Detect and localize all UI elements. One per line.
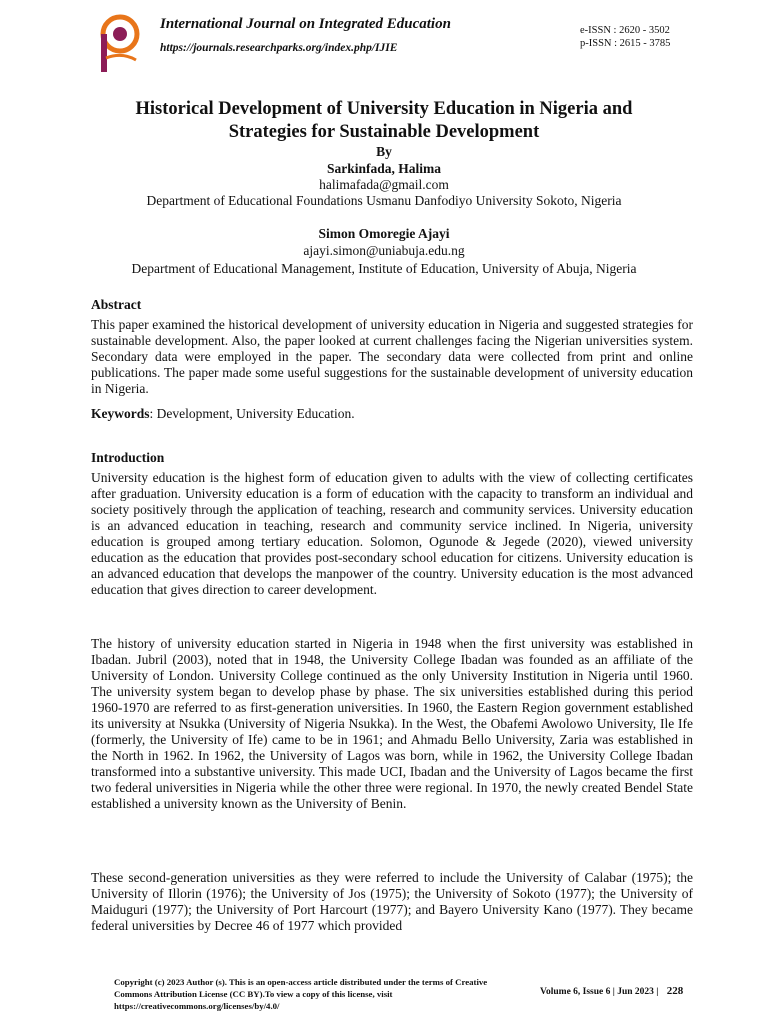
author-2-affiliation: Department of Educational Management, Institute of Education, University of Abuja, Nigeria xyxy=(131,261,637,276)
paragraph-1: University education is the highest form of education given to adults with the view of collecting certificates after graduation. University education is a form of education with the capacity to transform an individual and society positively through the application of teaching, research and community services. University education is an advanced education in teaching, research and community service inclined. In Nigeria, university education is grouped among tertiary education. Solomon, Ogunode & Jegede (2020), viewed university education as the education that provides post-secondary school education for citizens. University education is an advanced education that develops the manpower of the country. University education is the most advanced education that gives direction to career development. xyxy=(91,470,693,597)
journal-title: International Journal on Integrated Education xyxy=(160,16,451,32)
by-label: By xyxy=(376,144,392,159)
journal-logo xyxy=(96,14,140,74)
paragraph-3: These second-generation universities as they were referred to include the University of Calabar (1975); the University of Illorin (1976); the University of Jos (1975); the University of Sokoto (1977); the University of Maiduguri (1977); the University of Port Harcourt (1977); and Bayero University Kano (1977). They became federal universities by Decree 46 of 1977 which provided xyxy=(91,870,693,933)
logo-swoosh xyxy=(106,55,136,60)
footer-separator: | xyxy=(656,987,659,997)
abstract-text: This paper examined the historical development of university education in Nigeria and suggested strategies for sustainable development. Also, the paper looked at current challenges facing the Nigerian universities system. Secondary data were employed in the paper. The secondary data were collected from print and online publications. The paper made some useful suggestions for the sustainable development of university education in Nigeria. xyxy=(91,317,693,396)
pissn: p-ISSN : 2615 - 3785 xyxy=(580,38,671,49)
author-1-affiliation: Department of Educational Foundations Usmanu Danfodiyo University Sokoto, Nigeria xyxy=(146,193,622,208)
keywords-label: Keywords xyxy=(91,406,150,421)
author-1-email[interactable]: halimafada@gmail.com xyxy=(319,177,449,192)
author-2-name: Simon Omoregie Ajayi xyxy=(318,226,450,241)
title-line-2: Strategies for Sustainable Development xyxy=(228,122,540,142)
issn-block xyxy=(580,24,670,50)
copyright-notice: Copyright (c) 2023 Author (s). This is an open-access article distributed under the terms of Creative Commons Attribution License (CC BY).To view a copy of this license, visit https://creativecommons.org/licenses/by/4.0/ xyxy=(114,977,488,1011)
journal-url[interactable]: https://journals.researchparks.org/index.php/IJIE xyxy=(160,42,398,54)
page-number: 228 xyxy=(666,985,684,997)
paragraph-2: The history of university education started in Nigeria in 1948 when the first university was established in Ibadan. Jubril (2003), noted that in 1948, the University College Ibadan was founded as an affiliate of the University of London. University College continued as the only University Institution in Nigeria until 1960. The university system began to develop phase by phase. The six universities established during this period 1960-1970 are referred to as first-generation universities. In 1960, the Eastern Region government established its university at Nsukka (University of Nigeria Nsukka). In the West, the Obafemi Awolowo University, Ile Ife (formerly, the University of Ife) came to be in 1961; and Ahmadu Bello University, Zaria was established in the North in 1962. In 1962, the University of Lagos was born, while in 1962, the University College Ibadan transformed into a substantive university. This made UCI, Ibadan and the University of Lagos became the first two federal universities in Nigeria while the other three were regional. In 1970, the newly created Bendel State established a university known as the University of Benin. xyxy=(91,636,693,811)
introduction-heading: Introduction xyxy=(91,450,165,465)
issue-info xyxy=(540,985,683,997)
keywords-text: : Development, University Education. xyxy=(149,406,355,421)
eissn: e-ISSN : 2620 - 3502 xyxy=(580,25,670,36)
issue-text: Volume 6, Issue 6 | Jun 2023 xyxy=(540,987,654,997)
title-line-1: Historical Development of University Education in Nigeria and xyxy=(135,99,633,119)
article-title xyxy=(60,98,708,144)
author-1-name: Sarkinfada, Halima xyxy=(326,161,442,176)
logo-inner-dot xyxy=(113,27,127,41)
abstract-heading: Abstract xyxy=(91,297,142,312)
keywords xyxy=(91,406,355,422)
author-2-email[interactable]: ajayi.simon@uniabuja.edu.ng xyxy=(303,243,465,258)
